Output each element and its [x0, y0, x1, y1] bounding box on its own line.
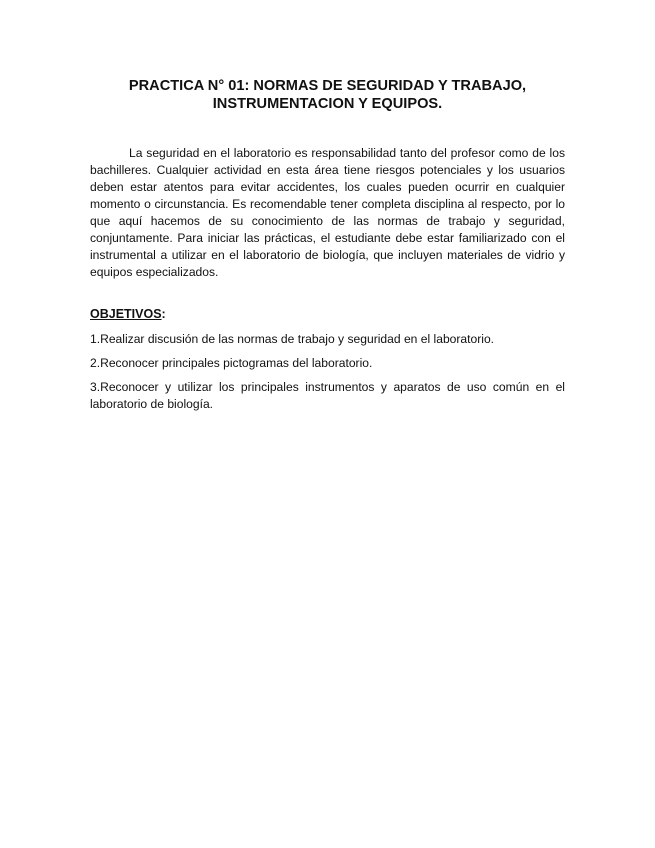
objective-item: [90, 379, 565, 413]
title-line-2: INSTRUMENTACION Y EQUIPOS.: [212, 96, 443, 112]
page-title: [90, 77, 565, 113]
objective-item: [90, 331, 565, 348]
objective-number: 1.: [90, 332, 101, 346]
objective-item: [90, 355, 565, 372]
objective-text: Realizar discusión de las normas de trabajo y seguridad en el laboratorio.: [100, 332, 495, 346]
objective-number: 2.: [90, 356, 101, 370]
objectives-heading-label: OBJETIVOS: [90, 307, 162, 321]
objectives-heading: [90, 306, 166, 323]
objective-text: Reconocer y utilizar los principales instrumentos y aparatos de uso común en el laboratorio de biología.: [90, 380, 565, 411]
intro-paragraph: La seguridad en el laboratorio es responsabilidad tanto del profesor como de los bachilleres. Cualquier actividad en esta área tiene riesgos potenciales y los usuarios deben estar atentos para evitar accidentes, los cuales pueden ocurrir en cualquier momento o circunstancia. Es recomendable tener completa disciplina al respecto, por lo que aquí hacemos de su conocimiento de las normas de trabajo y seguridad, conjuntamente. Para iniciar las prácticas, el estudiante debe estar familiarizado con el instrumental a utilizar en el laboratorio de biología, que incluyen materiales de vidrio y equipos especializados.: [90, 146, 565, 279]
objectives-heading-colon: :: [161, 307, 166, 321]
objective-text: Reconocer principales pictogramas del laboratorio.: [100, 356, 373, 370]
objectives-list: [90, 331, 565, 420]
objective-number: 3.: [90, 380, 101, 394]
title-line-1: PRACTICA N° 01: NORMAS DE SEGURIDAD Y TRABAJO,: [128, 78, 527, 94]
